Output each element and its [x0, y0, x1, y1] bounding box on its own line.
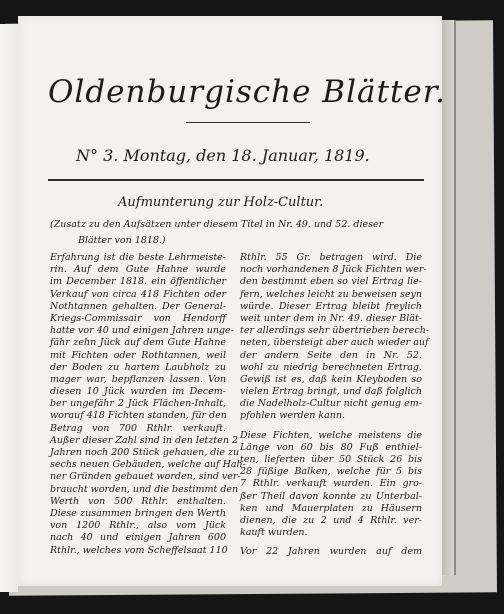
text-line: Betrag von 700 Rthlr. verkauft.: [50, 422, 226, 434]
text-line: pfohlen werden kann.: [240, 410, 346, 422]
text-line: Jahren noch 200 Stück gehauen, die zu: [50, 447, 240, 458]
text-line: fähr zehn Jück auf dem Gute Hahne: [50, 337, 226, 349]
text-line: diesen 10 Jück wurden im Decem-: [50, 386, 226, 398]
issue-date-line: N° 3. Montag, den 18. Januar, 1819.: [76, 146, 370, 165]
text-line: hatte vor 40 und einigen Jahren unge-: [50, 325, 234, 337]
text-line: Werth von 500 Rthlr. enthalten.: [50, 495, 226, 507]
header-divider: [48, 179, 424, 181]
text-line: vielen Ertrag bringt, und daß folglich: [240, 386, 422, 398]
text-line: kauft wurden.: [240, 527, 308, 539]
text-line: ten, lieferten über 50 Stück 26 bis: [240, 454, 422, 465]
text-line: fern, welches leicht zu beweisen seyn: [240, 288, 422, 300]
masthead-rule: [186, 122, 310, 123]
text-line: würde. Dieser Ertrag bleibt freylich: [240, 300, 422, 312]
text-line: braucht worden, und die bestimmt den: [50, 483, 239, 495]
text-line: weit unter dem in Nr. 49. dieser Blät-: [240, 312, 422, 324]
text-line: Erfahrung ist die beste Lehrmeiste-: [50, 252, 226, 263]
text-line: Verkauf von circa 418 Fichten oder: [50, 288, 226, 300]
text-line: Nothtannen gehalten. Der General-: [50, 300, 226, 312]
text-line: von 1200 Rthlr., also vom Jück: [50, 520, 226, 532]
text-line: sechs neuen Gebäuden, welche auf Hah-: [50, 459, 246, 471]
text-line: wohl zu niedrig berechneten Ertrag.: [240, 361, 422, 373]
text-line: noch vorhandenen 8 Jück Fichten wer-: [240, 264, 427, 276]
text-line: Rthlr. 55 Gr. betragen wird. Die: [240, 252, 422, 263]
text-line: im December 1818. ein öffentlicher: [50, 276, 226, 288]
subtitle-line: Blätter von 1818.): [78, 235, 166, 246]
left-column: [50, 252, 246, 557]
text-line: Länge von 60 bis 80 Fuß enthiel-: [240, 441, 422, 453]
right-column: [240, 252, 430, 559]
text-line: Diese zusammen bringen den Werth: [50, 507, 226, 519]
text-line: ber ungefähr 2 Jück Flächen-Inhalt,: [50, 398, 226, 410]
text-line: worauf 418 Fichten standen, für den: [50, 410, 227, 422]
article-subtitle: [50, 217, 428, 249]
binding-edge: [0, 24, 19, 592]
text-line: ter allerdings sehr übertrieben berech-: [240, 325, 430, 337]
text-line: der Boden zu hartem Laubholz zu: [50, 361, 226, 373]
text-line: Gewiß ist es, daß kein Kleyboden so: [240, 373, 422, 385]
masthead-title: Oldenburgische Blätter.: [48, 74, 447, 110]
text-line: ken und Mauerplaten zu Häusern: [240, 502, 422, 514]
text-line: Außer dieser Zahl sind in den letzten 2: [50, 434, 239, 446]
text-line: den bestimmt eben so viel Ertrag lie-: [240, 276, 422, 288]
article-title: Aufmunterung zur Holz-Cultur.: [118, 195, 324, 210]
text-line: neten, übersteigt aber auch wieder auf: [240, 337, 429, 349]
text-line: der andern Seite den in Nr. 52.: [240, 349, 422, 361]
text-line: mit Fichten oder Rothtannen, weil: [50, 349, 226, 361]
text-line: 28 füßige Balken, welche für 5 bis: [240, 466, 422, 478]
subtitle-line: (Zusatz zu den Aufsätzen unter diesem Titel in Nr. 49. und 52. dieser: [50, 219, 384, 230]
text-line: mager war, bepflanzen lassen. Von: [50, 373, 226, 385]
text-line: Diese Fichten, welche meistens die: [240, 429, 422, 441]
text-line: 7 Rthlr. verkauft wurden. Ein gro-: [240, 478, 422, 490]
text-line: dienen, die zu 2 und 4 Rthlr. ver-: [240, 514, 422, 526]
text-line: Rthlr., welches vom Scheffelsaat 110: [50, 544, 228, 556]
text-line: rin. Auf dem Gute Hahne wurde: [50, 264, 226, 276]
text-line: ner Gründen gebauet worden, sind ver-: [50, 471, 241, 483]
text-line: Vor 22 Jahren wurden auf dem: [240, 546, 422, 558]
text-line: nach 40 und einigen Jahren 600: [50, 532, 226, 544]
text-line: Kriegs-Commissair von Hendorff: [50, 312, 226, 324]
text-line: ßer Theil davon konnte zu Unterbal-: [240, 490, 422, 502]
newspaper-page: [18, 16, 447, 586]
text-line: die Nadelholz-Cultur nicht genug em-: [240, 398, 422, 410]
